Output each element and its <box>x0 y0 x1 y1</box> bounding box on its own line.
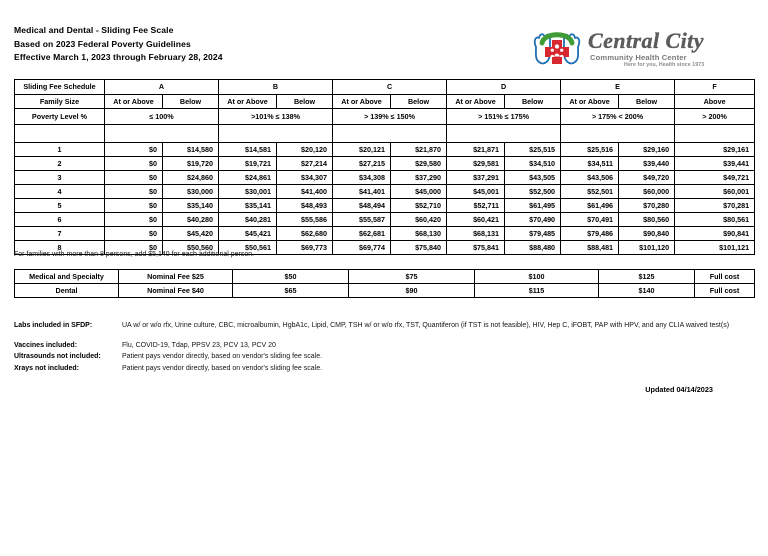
cell-value: $21,871 <box>447 143 505 157</box>
fee-cell: Full cost <box>695 284 755 298</box>
cell-value: $90,841 <box>675 227 755 241</box>
note-labs <box>14 320 754 332</box>
cell-value: $88,480 <box>505 241 561 255</box>
note-label: Vaccines included: <box>14 341 78 349</box>
cell-value: $25,515 <box>505 143 561 157</box>
cell-value: $61,496 <box>561 199 619 213</box>
subtitle-guidelines: Based on 2023 Federal Poverty Guidelines <box>14 38 191 49</box>
cell-value: $79,485 <box>505 227 561 241</box>
cell-value: $45,001 <box>447 185 505 199</box>
service-fee-table <box>14 269 755 298</box>
table-row <box>15 171 755 185</box>
table-row <box>15 213 755 227</box>
cell-value: $48,494 <box>333 199 391 213</box>
logo-subtitle: Community Health Center <box>590 53 687 62</box>
cell-value: $60,001 <box>675 185 755 199</box>
fee-cell: Nominal Fee $25 <box>119 270 233 284</box>
subheader-d-below: Below <box>505 95 561 109</box>
note-label: Xrays not included: <box>14 364 79 372</box>
cell-value: $41,401 <box>333 185 391 199</box>
cell-value: $52,711 <box>447 199 505 213</box>
logo-name: Central City <box>588 28 704 53</box>
cell-value: $75,840 <box>391 241 447 255</box>
cell-value: $101,120 <box>619 241 675 255</box>
spacer-cell <box>675 125 755 143</box>
family-size-value: 6 <box>15 213 105 227</box>
subheader-c-at-or-above: At or Above <box>333 95 391 109</box>
cell-value: $70,491 <box>561 213 619 227</box>
logo-tagline: Here for you, Health since 1973 <box>624 62 705 68</box>
cell-value: $45,000 <box>391 185 447 199</box>
family-size-value: 1 <box>15 143 105 157</box>
document-title-block <box>14 24 223 65</box>
family-size-value: 2 <box>15 157 105 171</box>
fee-cell: $100 <box>475 270 599 284</box>
cell-value: $60,000 <box>619 185 675 199</box>
cell-value: $39,440 <box>619 157 675 171</box>
subheader-b-below: Below <box>277 95 333 109</box>
table-row <box>15 143 755 157</box>
sliding-fee-schedule-table <box>14 79 755 255</box>
cell-value: $70,490 <box>505 213 561 227</box>
cell-value: $39,441 <box>675 157 755 171</box>
subheader-c-below: Below <box>391 95 447 109</box>
table-row <box>15 185 755 199</box>
cell-value: $34,511 <box>561 157 619 171</box>
cell-value: $29,581 <box>447 157 505 171</box>
fee-cell: $75 <box>349 270 475 284</box>
poverty-level-b: >101% ≤ 138% <box>219 109 333 125</box>
group-header-e: E <box>561 80 675 95</box>
family-size-header: Family Size <box>15 95 105 109</box>
note-label: Labs included in SFDP: <box>14 322 93 329</box>
table-row-subheader <box>15 95 755 109</box>
cell-value: $40,280 <box>163 213 219 227</box>
cell-value: $19,720 <box>163 157 219 171</box>
logo-wordmark <box>588 27 738 73</box>
family-size-value: 3 <box>15 171 105 185</box>
cell-value: $37,290 <box>391 171 447 185</box>
poverty-level-header: Poverty Level % <box>15 109 105 125</box>
cell-value: $80,560 <box>619 213 675 227</box>
cell-value: $55,587 <box>333 213 391 227</box>
cell-value: $30,000 <box>163 185 219 199</box>
cell-value: $35,141 <box>219 199 277 213</box>
cell-value: $30,001 <box>219 185 277 199</box>
cell-value: $25,516 <box>561 143 619 157</box>
cell-value: $48,493 <box>277 199 333 213</box>
cell-value: $55,586 <box>277 213 333 227</box>
cell-value: $41,400 <box>277 185 333 199</box>
cell-value: $60,421 <box>447 213 505 227</box>
note-value: Patient pays vendor directly, based on vendor's sliding fee scale. <box>122 364 323 372</box>
group-header-a: A <box>105 80 219 95</box>
cell-value: $68,130 <box>391 227 447 241</box>
poverty-level-e: > 175% < 200% <box>561 109 675 125</box>
fee-cell: $65 <box>233 284 349 298</box>
cell-value: $75,841 <box>447 241 505 255</box>
table-row-group-header <box>15 80 755 95</box>
cell-value: $79,486 <box>561 227 619 241</box>
page-title: Medical and Dental - Sliding Fee Scale <box>14 25 174 35</box>
cell-value: $27,215 <box>333 157 391 171</box>
cell-value: $60,420 <box>391 213 447 227</box>
cell-value: $88,481 <box>561 241 619 255</box>
cell-value: $50,561 <box>219 241 277 255</box>
fee-cell: $90 <box>349 284 475 298</box>
cell-value: $0 <box>105 213 163 227</box>
cell-value: $29,160 <box>619 143 675 157</box>
cell-value: $0 <box>105 199 163 213</box>
cell-value: $49,721 <box>675 171 755 185</box>
fee-cell: $125 <box>599 270 695 284</box>
document-header <box>14 24 754 76</box>
spacer-cell <box>447 125 561 143</box>
note-xrays <box>14 363 754 375</box>
cell-value: $43,506 <box>561 171 619 185</box>
table-row <box>15 199 755 213</box>
cell-value: $29,580 <box>391 157 447 171</box>
cell-value: $90,840 <box>619 227 675 241</box>
cell-value: $27,214 <box>277 157 333 171</box>
subheader-f-above: Above <box>675 95 755 109</box>
footnotes-section <box>14 320 754 374</box>
cell-value: $21,870 <box>391 143 447 157</box>
spacer-cell <box>15 125 105 143</box>
cell-value: $61,495 <box>505 199 561 213</box>
cell-value: $40,281 <box>219 213 277 227</box>
poverty-level-c: > 139% ≤ 150% <box>333 109 447 125</box>
hands-cradling-cross-logo-icon <box>530 27 584 73</box>
cell-value: $35,140 <box>163 199 219 213</box>
note-vaccines <box>14 340 754 352</box>
cell-value: $69,774 <box>333 241 391 255</box>
subheader-e-below: Below <box>619 95 675 109</box>
note-value: Flu, COVID-19, Tdap, PPSV 23, PCV 13, PCV 20 <box>122 341 276 349</box>
cell-value: $0 <box>105 171 163 185</box>
note-spacer <box>14 332 754 340</box>
poverty-level-f: > 200% <box>675 109 755 125</box>
fee-row-dental <box>15 284 755 298</box>
note-ultrasounds <box>14 351 754 363</box>
cell-value: $45,420 <box>163 227 219 241</box>
cell-value: $70,280 <box>619 199 675 213</box>
cell-value: $49,720 <box>619 171 675 185</box>
table-row-spacer <box>15 125 755 143</box>
cell-value: $70,281 <box>675 199 755 213</box>
cell-value: $14,580 <box>163 143 219 157</box>
table-row-poverty-level <box>15 109 755 125</box>
fee-cell: $115 <box>475 284 599 298</box>
note-value: UA w/ or w/o rfx, Urine culture, CBC, microalbumin, HgbA1c, Lipid, CMP, TSH w/ or w/o rfx, TST, Quantiferon (if TST is not feasible), HIV, Hep C, iFOBT, PAP with HPV, and any CLIA waived test(s) <box>122 322 730 329</box>
spacer-cell <box>219 125 333 143</box>
organization-logo <box>530 24 738 76</box>
cell-value: $62,681 <box>333 227 391 241</box>
cell-value: $29,161 <box>675 143 755 157</box>
corner-label: Sliding Fee Schedule <box>15 80 105 95</box>
table-row <box>15 157 755 171</box>
note-label: Ultrasounds not included: <box>14 353 101 360</box>
poverty-level-a: ≤ 100% <box>105 109 219 125</box>
group-header-b: B <box>219 80 333 95</box>
cell-value: $50,560 <box>163 241 219 255</box>
spacer-cell <box>105 125 219 143</box>
cell-value: $101,121 <box>675 241 755 255</box>
cell-value: $34,308 <box>333 171 391 185</box>
fee-cell: Full cost <box>695 270 755 284</box>
family-size-value: 5 <box>15 199 105 213</box>
cell-value: $37,291 <box>447 171 505 185</box>
family-size-footnote: For families with more than 8 persons, add $5,140 for each additional person. <box>14 251 255 258</box>
cell-value: $0 <box>105 143 163 157</box>
cell-value: $24,860 <box>163 171 219 185</box>
group-header-f: F <box>675 80 755 95</box>
cell-value: $34,510 <box>505 157 561 171</box>
cell-value: $14,581 <box>219 143 277 157</box>
subheader-e-at-or-above: At or Above <box>561 95 619 109</box>
spacer-cell <box>561 125 675 143</box>
cell-value: $19,721 <box>219 157 277 171</box>
family-size-value: 4 <box>15 185 105 199</box>
group-header-c: C <box>333 80 447 95</box>
cell-value: $45,421 <box>219 227 277 241</box>
poverty-level-d: > 151% ≤ 175% <box>447 109 561 125</box>
cell-value: $0 <box>105 157 163 171</box>
fee-row-label: Dental <box>15 284 119 298</box>
family-size-value: 7 <box>15 227 105 241</box>
spacer-cell <box>333 125 447 143</box>
cell-value: $69,773 <box>277 241 333 255</box>
cell-value: $20,120 <box>277 143 333 157</box>
fee-cell: Nominal Fee $40 <box>119 284 233 298</box>
subtitle-effective-dates: Effective March 1, 2023 through February 28, 2024 <box>14 52 223 63</box>
subheader-a-below: Below <box>163 95 219 109</box>
cell-value: $52,501 <box>561 185 619 199</box>
cell-value: $43,505 <box>505 171 561 185</box>
family-size-value: 8 <box>15 241 105 255</box>
cell-value: $24,861 <box>219 171 277 185</box>
subheader-a-at-or-above: At or Above <box>105 95 163 109</box>
cell-value: $52,710 <box>391 199 447 213</box>
subheader-d-at-or-above: At or Above <box>447 95 505 109</box>
cell-value: $62,680 <box>277 227 333 241</box>
updated-date: Updated 04/14/2023 <box>645 385 713 394</box>
fee-cell: $140 <box>599 284 695 298</box>
fee-cell: $50 <box>233 270 349 284</box>
table-row <box>15 227 755 241</box>
fee-row-medical <box>15 270 755 284</box>
cell-value: $0 <box>105 227 163 241</box>
cell-value: $20,121 <box>333 143 391 157</box>
cell-value: $0 <box>105 241 163 255</box>
cell-value: $0 <box>105 185 163 199</box>
subheader-b-at-or-above: At or Above <box>219 95 277 109</box>
cell-value: $80,561 <box>675 213 755 227</box>
note-value: Patient pays vendor directly, based on vendor's sliding fee scale. <box>122 353 323 360</box>
cell-value: $52,500 <box>505 185 561 199</box>
cell-value: $68,131 <box>447 227 505 241</box>
group-header-d: D <box>447 80 561 95</box>
cell-value: $34,307 <box>277 171 333 185</box>
fee-row-label: Medical and Specialty <box>15 270 119 284</box>
